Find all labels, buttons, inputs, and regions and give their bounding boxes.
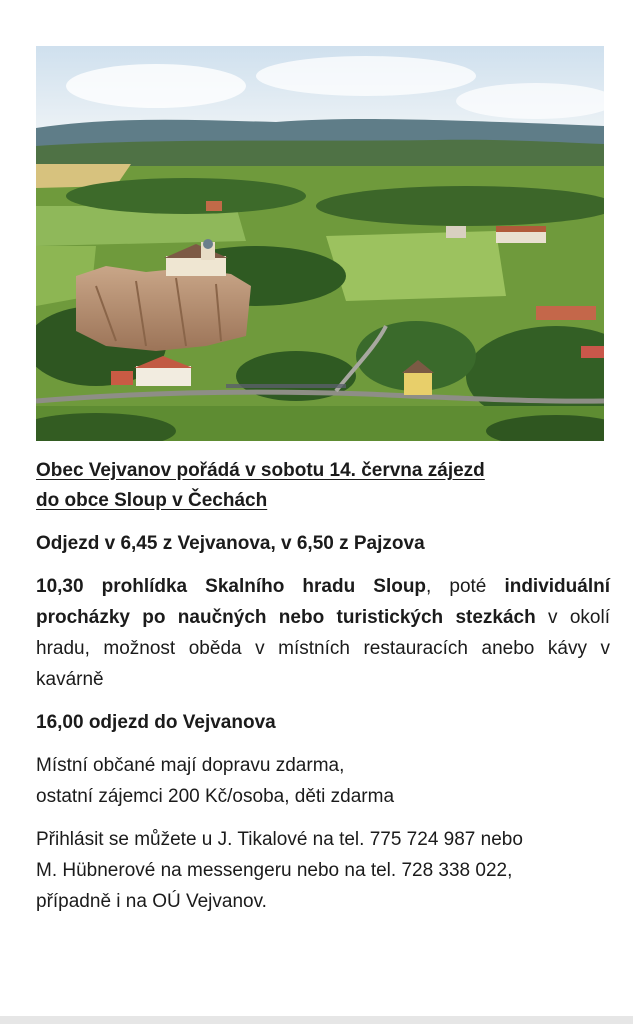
program-hikes: individuální procházky po naučných nebo turistických stezkách bbox=[36, 576, 610, 628]
signup-line1: Přihlásit se můžete u J. Tikalové na tel. 775 724 987 nebo bbox=[36, 829, 523, 850]
price-line1: Místní občané mají dopravu zdarma, bbox=[36, 755, 345, 776]
announcement-text bbox=[36, 456, 610, 917]
program-info bbox=[36, 571, 610, 695]
departure-info: Odjezd v 6,45 z Vejvanova, v 6,50 z Pajzova bbox=[36, 533, 425, 554]
price-info bbox=[36, 750, 610, 812]
signup-line2: M. Hübnerové na messengeru nebo na tel. 728 338 022, bbox=[36, 860, 513, 881]
program-details: v okolí hradu, možnost oběda v místních restauracích anebo kávy v kavárně bbox=[36, 607, 610, 690]
signup-info bbox=[36, 824, 610, 917]
event-heading-line1: Obec Vejvanov pořádá v sobotu 14. června zájezd bbox=[36, 460, 485, 481]
bottom-edge bbox=[0, 1016, 633, 1024]
price-line2: ostatní zájemci 200 Kč/osoba, děti zdarma bbox=[36, 786, 395, 807]
event-heading-line2: do obce Sloup v Čechách bbox=[36, 490, 268, 511]
castle-landscape-photo bbox=[36, 46, 604, 441]
event-heading bbox=[36, 456, 610, 516]
signup-line3: případně i na OÚ Vejvanov. bbox=[36, 891, 267, 912]
program-castle-tour: 10,30 prohlídka Skalního hradu Sloup bbox=[36, 576, 427, 597]
program-connector: , poté bbox=[426, 576, 505, 597]
return-info: 16,00 odjezd do Vejvanova bbox=[36, 712, 276, 733]
